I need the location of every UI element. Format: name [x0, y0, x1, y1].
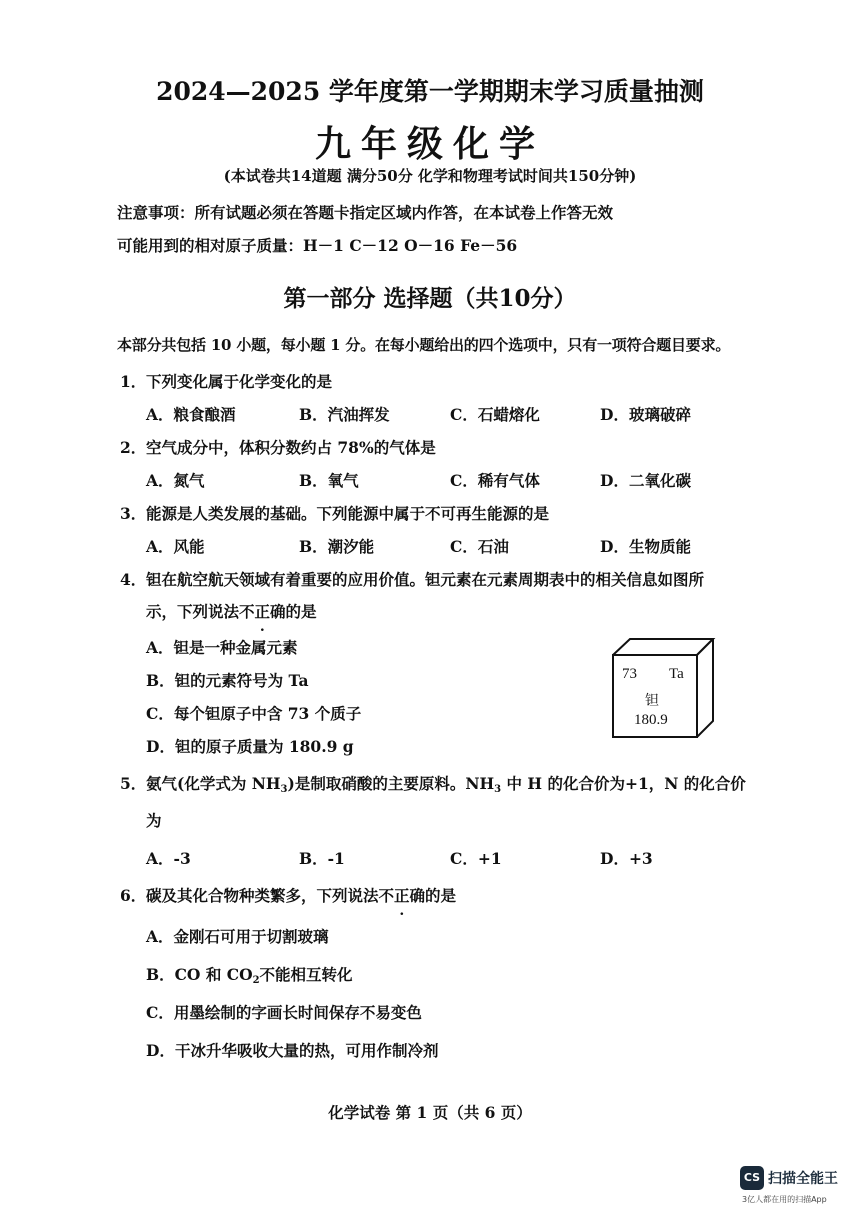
- notice-text: 注意事项：所有试题必须在答题卡指定区域内作答，在本试卷上作答无效: [117, 203, 614, 222]
- option-b: B．CO 和 $CO_2$不能相互转化: [146, 965, 353, 986]
- emphasis-text: 不正确: [239, 602, 286, 621]
- watermark-tagline: 3亿人都在用的扫描App: [742, 1195, 827, 1204]
- page-footer: 化学试卷 第 1 页（共 6 页）: [328, 1103, 532, 1122]
- question-5: 5．氨气(化学式为 $NH_3$)是制取硝酸的主要原料。$NH_3$ 中 H 的化合价为+1，N 的化合价: [120, 774, 746, 795]
- question-number: 5．: [120, 774, 147, 793]
- question-3: [120, 502, 549, 524]
- question-4-line2: 示，下列说法不正确的是: [146, 602, 317, 621]
- option-b: B．钽的元素符号为 Ta: [146, 671, 309, 690]
- question-stem: 下列变化属于化学变化的是: [146, 372, 333, 391]
- option-c: C．用墨绘制的字画长时间保存不易变色: [146, 1003, 422, 1022]
- option-a: A．风能: [146, 537, 205, 556]
- option-b: B．汽油挥发: [299, 405, 390, 424]
- element-cube-icon: [612, 638, 724, 738]
- option-c: C．稀有气体: [450, 471, 540, 490]
- periodic-element-card: [612, 638, 724, 738]
- option-d: D．+3: [600, 849, 653, 868]
- exam-title: 2024—2025 学年度第一学期期末学习质量抽测: [156, 77, 704, 106]
- question-5-line2: 为: [146, 811, 162, 830]
- question-6: 6．碳及其化合物种类繁多，下列说法不正确的是: [120, 886, 457, 905]
- option-d: D．玻璃破碎: [600, 405, 691, 424]
- question-2: [120, 436, 436, 458]
- option-d: D．干冰升华吸收大量的热，可用作制冷剂: [146, 1041, 439, 1060]
- element-mass: 180.9: [634, 712, 668, 728]
- option-d: D．钽的原子质量为 180.9 g: [146, 737, 354, 756]
- question-stem: 能源是人类发展的基础。下列能源中属于不可再生能源的是: [146, 504, 550, 523]
- option-a: A．-3: [146, 849, 191, 868]
- camscanner-logo-icon: CS: [740, 1166, 764, 1190]
- question-1: [120, 370, 332, 392]
- question-number: 4．: [120, 570, 147, 589]
- section-title: 第一部分 选择题（共10分）: [283, 285, 577, 312]
- element-symbol: Ta: [669, 666, 684, 682]
- question-stem: 空气成分中，体积分数约占 78%的气体是: [146, 438, 436, 457]
- option-d: D．二氧化碳: [600, 471, 691, 490]
- element-number: 73: [622, 666, 637, 682]
- section-instructions: 本部分共包括 10 小题，每小题 1 分。在每小题给出的四个选项中，只有一项符合题目要求。: [117, 336, 731, 354]
- question-stem-line1: 钽在航空航天领域有着重要的应用价值。钽元素在元素周期表中的相关信息如图所: [146, 570, 705, 589]
- subject-title: 九年级化学: [314, 123, 545, 165]
- emphasis-text: 不正确: [378, 886, 426, 905]
- option-c: C．每个钽原子中含 73 个质子: [146, 704, 362, 723]
- question-number: 6．: [120, 886, 147, 905]
- element-name: 钽: [645, 693, 659, 709]
- question-number: 2．: [120, 438, 147, 457]
- option-b: B．氧气: [299, 471, 359, 490]
- option-b: B．潮汐能: [299, 537, 375, 556]
- option-a: A．氮气: [146, 471, 205, 490]
- watermark-name: 扫描全能王: [768, 1171, 838, 1187]
- scanner-watermark: [740, 1166, 855, 1206]
- option-b: B．-1: [299, 849, 345, 868]
- option-a: A．金刚石可用于切割玻璃: [146, 927, 329, 946]
- option-a: A．粮食酿酒: [146, 405, 236, 424]
- option-a: A．钽是一种金属元素: [146, 638, 298, 657]
- atomic-masses-text: 可能用到的相对原子质量：H－1 C－12 O－16 Fe－56: [117, 236, 518, 255]
- option-c: C．石油: [450, 537, 509, 556]
- option-d: D．生物质能: [600, 537, 691, 556]
- question-number: 3．: [120, 504, 147, 523]
- question-4: [120, 568, 704, 590]
- option-c: C．石蜡熔化: [450, 405, 540, 424]
- question-number: 1．: [120, 372, 147, 391]
- option-c: C．+1: [450, 849, 502, 868]
- exam-info: (本试卷共14道题 满分50分 化学和物理考试时间共150分钟): [223, 167, 637, 185]
